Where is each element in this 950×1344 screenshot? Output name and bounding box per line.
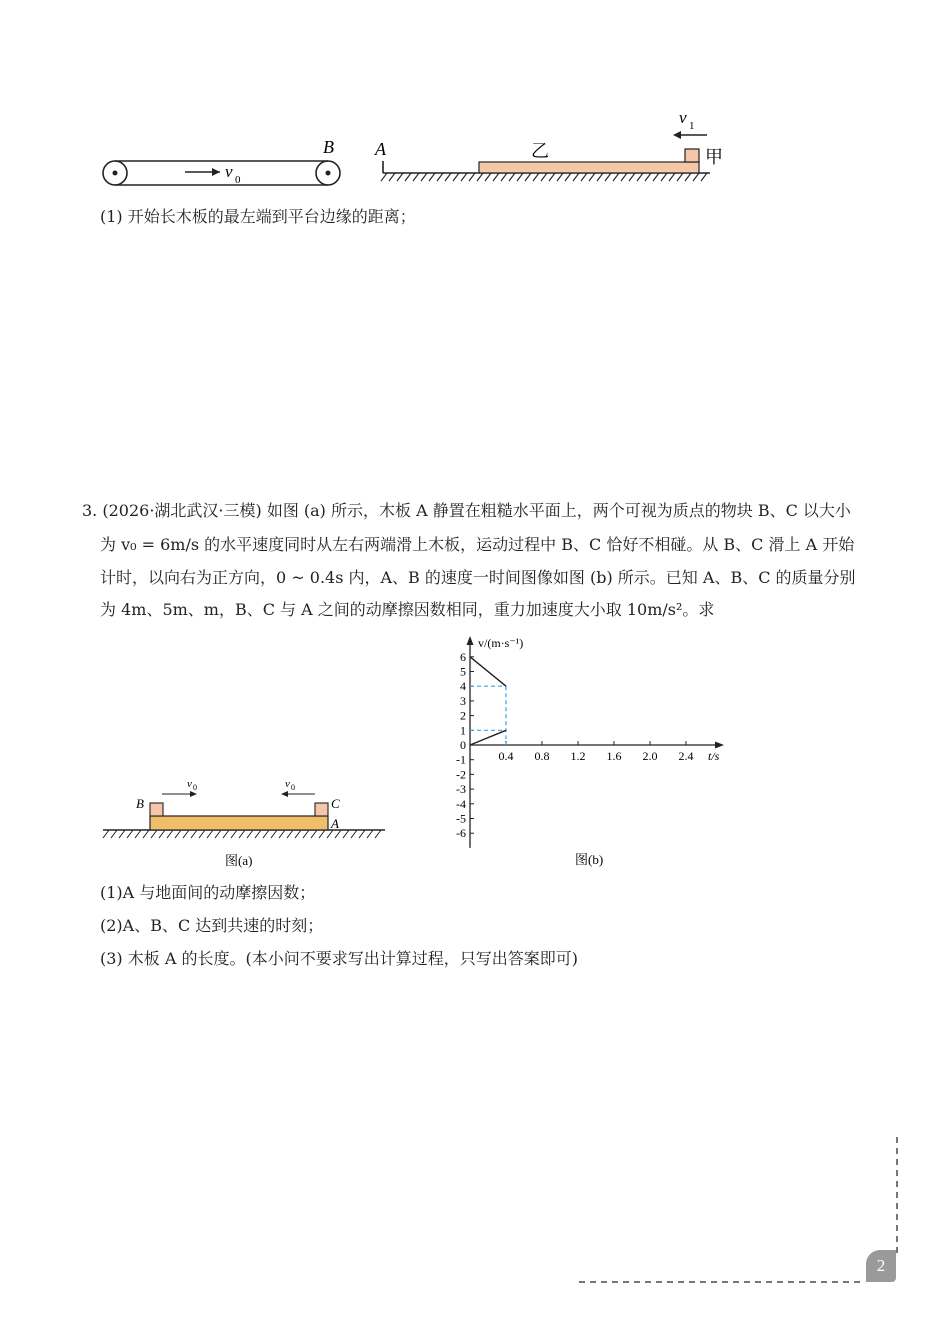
- v0-arrow: [185, 168, 220, 176]
- question-3-part-3: (3) 木板 A 的长度。(本小问不要求写出计算过程，只写出答案即可): [100, 949, 578, 968]
- y-axis-label: v/(m·s⁻¹): [478, 636, 524, 650]
- chart-axes: [467, 636, 725, 848]
- question-3-line-1: 3. (2026·湖北武汉·三模) 如图 (a) 所示，木板 A 静置在粗糙水平面上，两个可视为质点的物块 B、C 以大小: [82, 501, 851, 520]
- figure-b-caption: 图(b): [575, 852, 604, 867]
- y-tick-label: 6: [460, 649, 466, 664]
- x-axis-label: t/s: [708, 749, 720, 763]
- y-tick-label: -4: [456, 796, 466, 811]
- long-board-yi: [479, 162, 699, 173]
- x-axis-arrowhead: [715, 742, 724, 749]
- v1-label: v: [679, 108, 687, 127]
- x-tick-label: 1.2: [570, 749, 586, 763]
- ground-hatching: [103, 830, 381, 838]
- label-b: B: [323, 137, 334, 157]
- y-tick-label: 4: [460, 679, 466, 694]
- board-a: [150, 816, 328, 830]
- v0-left-label: v: [187, 778, 192, 790]
- y-tick-label: -5: [456, 811, 466, 826]
- v0-right-arrow: [162, 791, 197, 797]
- y-tick-label: 1: [460, 723, 466, 738]
- label-yi: 乙: [531, 141, 549, 161]
- platform-hatching: [381, 173, 707, 181]
- chart-series: [470, 657, 506, 745]
- v0-subscript: 0: [235, 174, 241, 186]
- v0-left-subscript: 0: [193, 783, 197, 792]
- series-line-2: [470, 730, 506, 745]
- v0-right-label: v: [285, 778, 290, 790]
- y-tick-label: 2: [460, 708, 466, 723]
- y-tick-label: 3: [460, 693, 466, 708]
- y-tick-label: 0: [460, 738, 466, 752]
- label-b: B: [136, 796, 144, 811]
- v1-subscript: 1: [689, 120, 695, 132]
- x-tick-label: 0.4: [498, 749, 514, 763]
- label-a: A: [331, 816, 339, 831]
- conveyor-belt: [103, 161, 340, 185]
- y-tick-label: -2: [456, 767, 466, 782]
- question-3-line-3: 计时，以向右为正方向，0 ~ 0.4s 内，A、B 的速度一时间图像如图 (b) 所示。已知 A、B、C 的质量分别: [100, 568, 856, 587]
- left-roller-axle: [113, 171, 118, 176]
- y-axis-arrowhead: [467, 636, 474, 645]
- y-tick-label: -6: [456, 826, 466, 841]
- y-tick-label: -3: [456, 782, 466, 797]
- v0-label: v: [225, 162, 233, 181]
- block-c: [315, 803, 328, 816]
- page-corner-dashed-border: [575, 1135, 905, 1290]
- block-b: [150, 803, 163, 816]
- x-tick-label: 2.4: [678, 749, 694, 763]
- question-3-line-2: 为 v₀ = 6m/s 的水平速度同时从左右两端滑上木板，运动过程中 B、C 恰好不相碰。从 B、C 滑上 A 开始: [100, 535, 855, 554]
- question-3-part-1: (1)A 与地面间的动摩擦因数；: [100, 883, 316, 902]
- question-2-part-1: (1) 开始长木板的最左端到平台边缘的距离；: [100, 207, 416, 226]
- x-tick-label: 2.0: [642, 749, 658, 763]
- x-tick-label: 1.6: [606, 749, 622, 763]
- block-jia: [685, 149, 699, 162]
- label-c: C: [331, 796, 340, 811]
- v0-left-arrow: [281, 791, 315, 797]
- figure-a-caption: 图(a): [225, 853, 253, 868]
- question-3-line-4: 为 4m、5m、m，B、C 与 A 之间的动摩擦因数相同，重力加速度大小取 10m/s²。求: [100, 600, 715, 619]
- right-roller-axle: [326, 171, 331, 176]
- v1-arrow: [673, 131, 707, 139]
- x-tick-label: 0.8: [534, 749, 550, 763]
- question-3-part-2: (2)A、B、C 达到共速的时刻；: [100, 916, 324, 935]
- page-number-badge: 2: [866, 1250, 896, 1282]
- figure-a-board-blocks: [95, 770, 395, 880]
- y-tick-label: -1: [456, 752, 466, 767]
- figure-b-vt-chart: [440, 630, 740, 875]
- label-jia: 甲: [705, 147, 723, 167]
- y-tick-label: 5: [460, 664, 466, 679]
- label-a: A: [375, 139, 386, 159]
- figure-conveyor-platform: [95, 105, 735, 195]
- v0-right-subscript: 0: [291, 783, 295, 792]
- chart-guides: [470, 686, 506, 745]
- series-line-1: [470, 657, 506, 686]
